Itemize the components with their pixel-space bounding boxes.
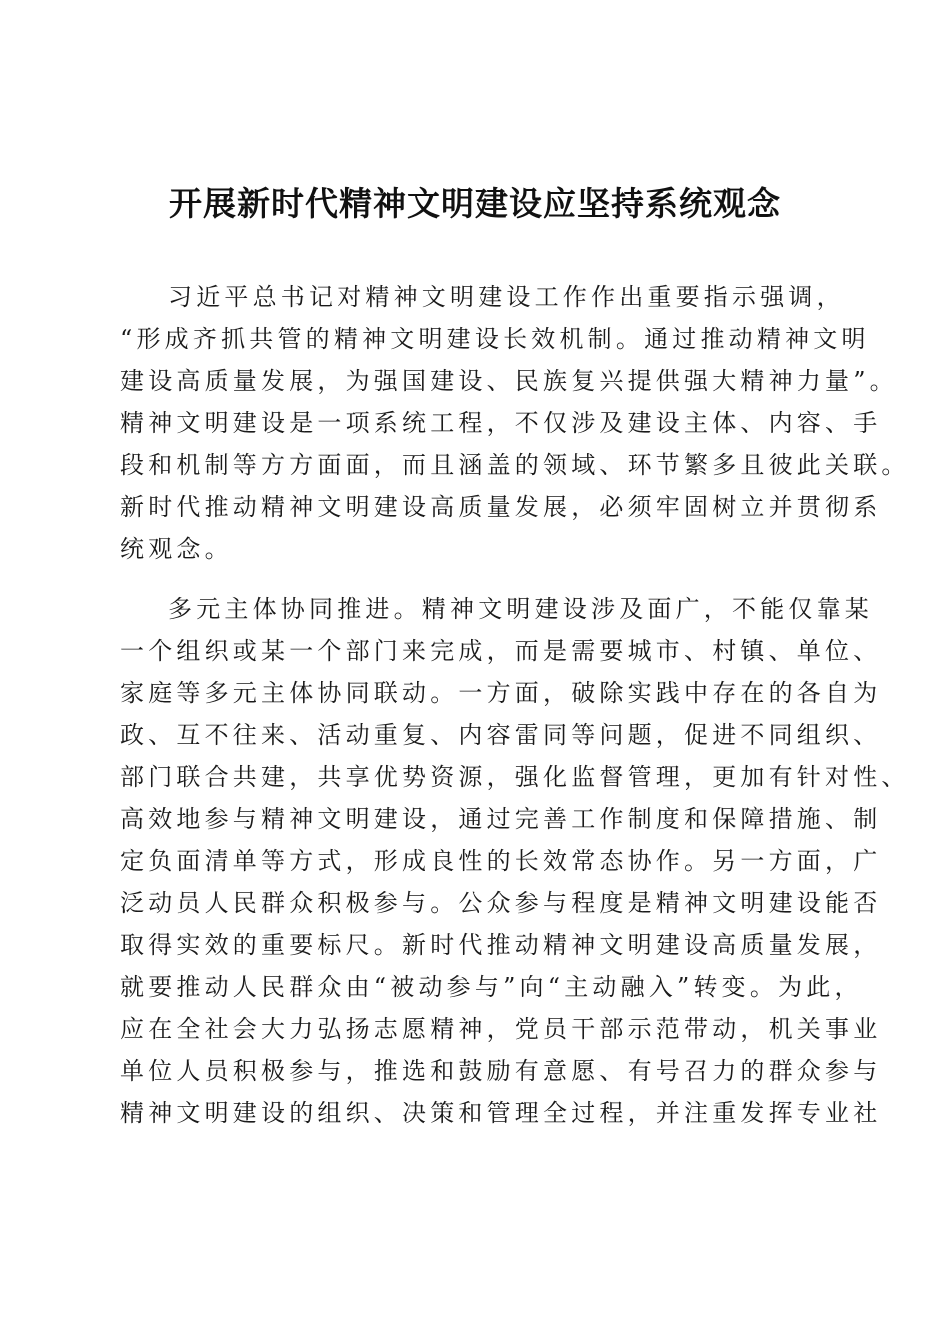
paragraph-2-line-6: 高效地参与精神文明建设，通过完善工作制度和保障措施、制 (120, 805, 882, 833)
paragraph-2-line-3: 家庭等多元主体协同联动。一方面，破除实践中存在的各自为 (120, 679, 882, 707)
paragraph-1-line-5: 段和机制等方方面面，而且涵盖的领域、环节繁多且彼此关联。 (120, 451, 910, 479)
paragraph-2-line-1: 多元主体协同推进。精神文明建设涉及面广，不能仅靠某 (168, 595, 873, 623)
paragraph-1-line-6: 新时代推动精神文明建设高质量发展，必须牢固树立并贯彻系 (120, 493, 882, 521)
paragraph-1-line-3: 建设高质量发展，为强国建设、民族复兴提供强大精神力量”。 (120, 367, 898, 395)
paragraph-2-line-13: 精神文明建设的组织、决策和管理全过程，并注重发挥专业社 (120, 1099, 882, 1127)
paragraph-2-line-9: 取得实效的重要标尺。新时代推动精神文明建设高质量发展， (120, 931, 882, 959)
document-title: 开展新时代精神文明建设应坚持系统观念 (169, 184, 781, 223)
paragraph-1-line-1: 习近平总书记对精神文明建设工作作出重要指示强调， (168, 283, 845, 311)
paragraph-1-line-4: 精神文明建设是一项系统工程，不仅涉及建设主体、内容、手 (120, 409, 882, 437)
paragraph-2-line-4: 政、互不往来、活动重复、内容雷同等问题，促进不同组织、 (120, 721, 882, 749)
paragraph-2-line-5: 部门联合共建，共享优势资源，强化监督管理，更加有针对性、 (120, 763, 910, 791)
paragraph-1-line-2: “形成齐抓共管的精神文明建设长效机制。通过推动精神文明 (120, 325, 870, 353)
paragraph-2-line-10: 就要推动人民群众由“被动参与”向“主动融入”转变。为此， (120, 973, 863, 1001)
paragraph-2-line-11: 应在全社会大力弘扬志愿精神，党员干部示范带动，机关事业 (120, 1015, 882, 1043)
paragraph-2-line-7: 定负面清单等方式，形成良性的长效常态协作。另一方面，广 (120, 847, 882, 875)
paragraph-1-line-7: 统观念。 (120, 535, 233, 563)
paragraph-2-line-8: 泛动员人民群众积极参与。公众参与程度是精神文明建设能否 (120, 889, 882, 917)
paragraph-2-line-2: 一个组织或某一个部门来完成，而是需要城市、村镇、单位、 (120, 637, 882, 665)
paragraph-2-line-12: 单位人员积极参与，推选和鼓励有意愿、有号召力的群众参与 (120, 1057, 882, 1085)
